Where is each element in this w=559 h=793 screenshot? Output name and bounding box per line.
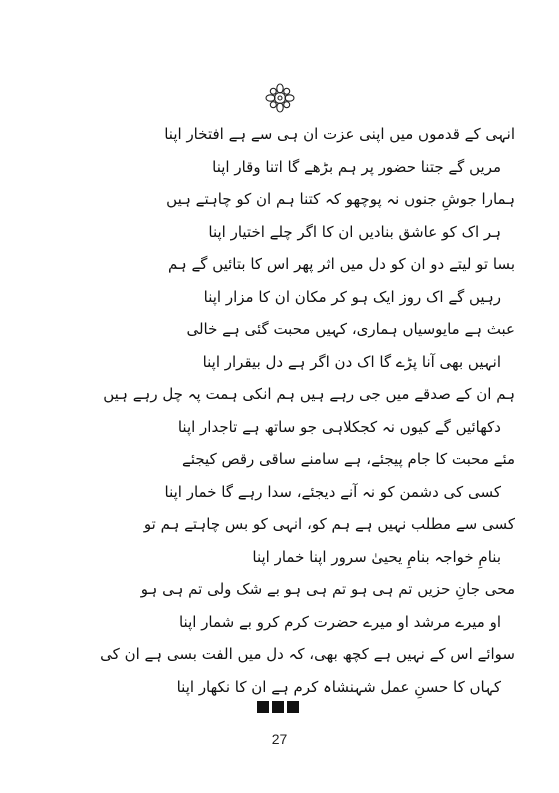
poem-line: عبث ہے مایوسیاں ہماری، کہیں محبت گئی ہے خالی [186, 320, 515, 338]
poem-line: ہمارا جوشِ جنوں نہ پوچھو کہ کتنا ہم ان کو چاہتے ہیں [166, 190, 515, 208]
poem-line: دکھائیں گے کیوں نہ کجکلاہی جو ساتھ ہے تاجدار اپنا [177, 417, 501, 436]
poem-line: مریں گے جتنا حضور پر ہم بڑھے گا اتنا وقار اپنا [212, 157, 501, 176]
poem-line: کسی سے مطلب نہیں ہے ہم کو، انہی کو بس چاہتے ہم تو [143, 515, 515, 533]
poem-line: مئے محبت کا جام پیجئے، ہے سامنے ساقی رقص کیجئے [182, 450, 515, 468]
square-ornament-icon [257, 701, 269, 713]
poem-line: سوائے اس کے نہیں ہے کچھ بھی، کہ دل میں الفت بسی ہے ان کی [100, 645, 515, 663]
poem-line: انہیں بھی آنا پڑے گا اک دن اگر ہے دل بیقرار اپنا [202, 352, 501, 371]
poem-line: محی جانِ حزیں تم ہی ہو تم ہی ہو بے شک ولی تم ہی ہو [140, 580, 515, 598]
poem-line: کسی کی دشمن کو نہ آنے دیجئے، سدا رہے گا خمار اپنا [164, 482, 501, 501]
poem-line: رہیں گے اک روز ایک ہو کر مکان ان کا مزار اپنا [203, 287, 501, 306]
poem-line: او میرے مرشد او میرے حضرت کرم کرو بے شمار اپنا [178, 612, 501, 631]
poem-line: بنامِ خواجہ بنامِ یحییٰ سرور اپنا خمار اپنا [252, 547, 501, 566]
poem-line: ہم ان کے صدقے میں جی رہے ہیں ہم انکی ہمت پہ چل رہے ہیں [103, 385, 515, 403]
square-ornament-icon [287, 701, 299, 713]
poem-line: بسا تو لیتے دو ان کو دل میں اثر پھر اس کا بتائیں گے ہم [167, 255, 515, 273]
poem-line: کہاں کا حسنِ عمل شہنشاہ کرم ہے ان کا نکھار اپنا [176, 677, 501, 696]
poem-line: انہی کے قدموں میں اپنی عزت ان ہی سے ہے افتخار اپنا [164, 125, 515, 143]
section-end-marker [257, 701, 299, 713]
page-number: 27 [271, 731, 288, 747]
flower-ornament-icon [264, 82, 296, 114]
square-ornament-icon [272, 701, 284, 713]
poem-line: ہر اک کو عاشق بنادیں ان کا اگر چلے اختیار اپنا [208, 222, 501, 241]
poem-body [60, 118, 515, 703]
